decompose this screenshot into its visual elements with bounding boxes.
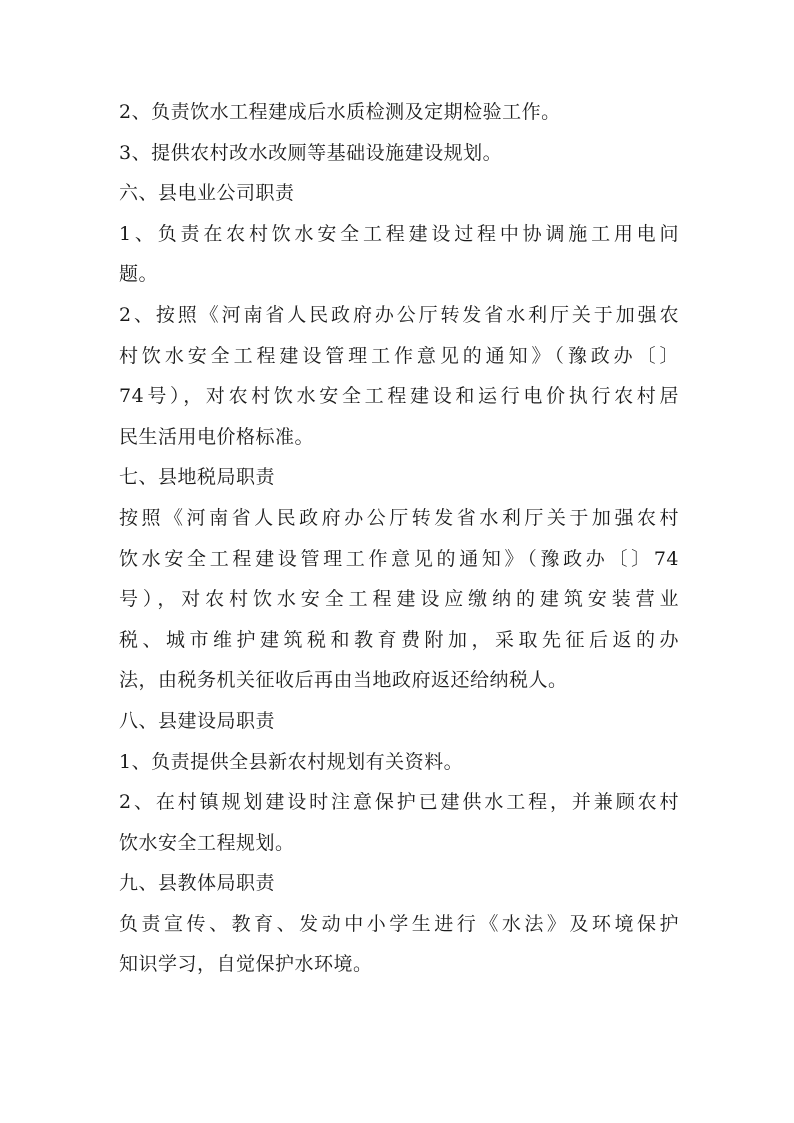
section-heading: 九、县教体局职责 bbox=[119, 872, 276, 895]
paragraph-line: 2、负责饮水工程建成后水质检测及定期检验工作。 bbox=[119, 101, 561, 123]
section-heading: 七、县地税局职责 bbox=[119, 466, 276, 489]
paragraph-line: 法，由税务机关征收后再由当地政府返还给纳税人。 bbox=[119, 669, 568, 692]
paragraph-line: 2、在村镇规划建设时注意保护已建供水工程，并兼顾农村 bbox=[119, 791, 679, 814]
section-heading: 六、县电业公司职责 bbox=[119, 182, 295, 205]
paragraph-line: 号），对农村饮水安全工程建设应缴纳的建筑安装营业 bbox=[119, 588, 679, 611]
paragraph-line: 饮水安全工程规划。 bbox=[119, 831, 295, 854]
paragraph-line: 74号），对农村饮水安全工程建设和运行电价执行农村居 bbox=[119, 385, 679, 408]
paragraph-line: 题。 bbox=[119, 263, 159, 286]
paragraph-line: 饮水安全工程建设管理工作意见的通知》（豫政办〔〕74 bbox=[119, 547, 679, 570]
paragraph-line: 民生活用电价格标准。 bbox=[119, 425, 315, 448]
paragraph-line: 负责宣传、教育、发动中小学生进行《水法》及环境保护 bbox=[119, 912, 679, 935]
paragraph-line: 按照《河南省人民政府办公厅转发省水利厅关于加强农村 bbox=[119, 506, 679, 529]
paragraph-line: 1、负责提供全县新农村规划有关资料。 bbox=[119, 750, 464, 773]
paragraph-line: 知识学习，自觉保护水环境。 bbox=[119, 953, 373, 976]
paragraph-line: 3、提供农村改水改厕等基础设施建设规划。 bbox=[119, 141, 503, 164]
paragraph-line: 1、负责在农村饮水安全工程建设过程中协调施工用电问 bbox=[119, 222, 679, 245]
paragraph-line: 村饮水安全工程建设管理工作意见的通知》（豫政办〔〕 bbox=[119, 344, 679, 367]
paragraph-line: 税、城市维护建筑税和教育费附加，采取先征后返的办 bbox=[119, 628, 679, 651]
document-page bbox=[119, 92, 679, 985]
section-heading: 八、县建设局职责 bbox=[119, 709, 276, 732]
paragraph-line: 2、按照《河南省人民政府办公厅转发省水利厅关于加强农 bbox=[119, 303, 679, 326]
